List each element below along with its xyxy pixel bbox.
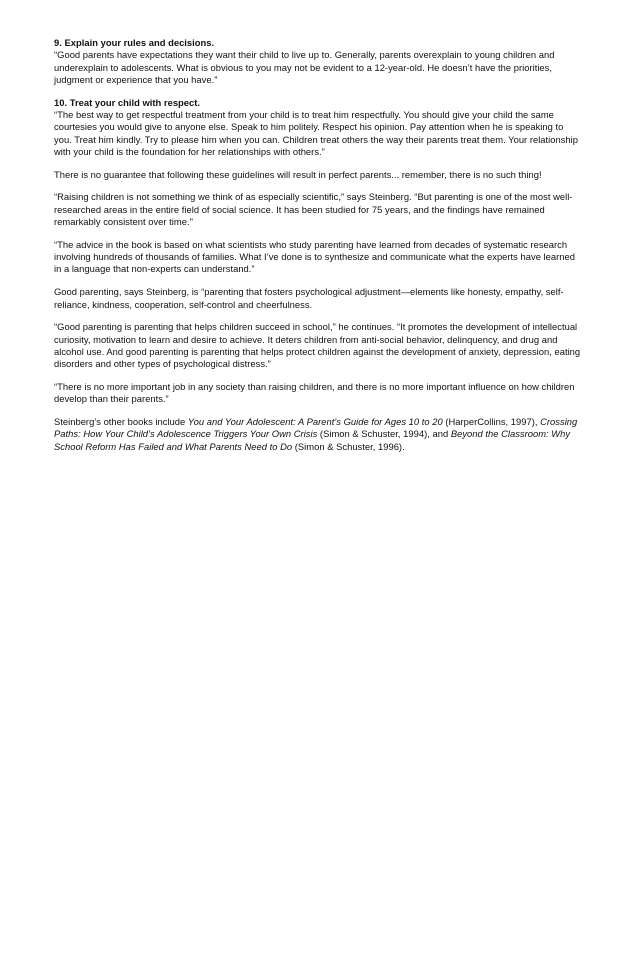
book-title-3: Beyond the Classroom: Why School Reform Has Failed and What Parents Need to Do — [54, 428, 571, 452]
book-title-2: Crossing Paths: How Your Child’s Adolescence Triggers Your Own Crisis — [54, 416, 578, 440]
section-10-text: “The best way to get respectful treatment from your child is to treat him respectfully. You should give your child the same courtesies you would give to anyone else. Speak to him politely. Respect his opinion. Pay attention when he is speaking to you. Treat him kindly. Try to please him when you can. Children treat others the way their parents treat them. Your relationship with your child is the foundation for her relationships with others.” — [54, 108, 579, 157]
paragraph-succeed-school: “Good parenting is parenting that helps children succeed in school,” he continues. “It promotes the development of intellectual curiosity, motivation to learn and desire to achieve. It deters children from anti-social behavior, delinquency, and drug and alcohol use. And good parenting is parenting that helps protect children against the development of anxiety, depression, eating disorders and other types of psychological distress.” — [54, 321, 581, 370]
paragraph-other-books — [54, 416, 582, 453]
paragraph-advice: “The advice in the book is based on what scientists who study parenting have learned from decades of systematic research involving hundreds of thousands of families. What I’ve done is to synthesize and communicate what the experts have learned in a language that non-experts can understand.” — [54, 238, 575, 275]
books-intro: Steinberg’s other books include — [54, 416, 188, 428]
book-title-1: You and Your Adolescent: A Parent’s Guide for Ages 10 to 20 — [187, 416, 443, 428]
paragraph-good-parenting: Good parenting, says Steinberg, is “parenting that fosters psychological adjustment—elements like honesty, empathy, self-reliance, kindness, cooperation, self-control and cheerfulness. — [54, 286, 564, 310]
book-publisher-1: (HarperCollins, 1997), — [442, 416, 541, 428]
book-publisher-3: (Simon & Schuster, 1996). — [292, 440, 405, 452]
book-publisher-2: (Simon & Schuster, 1994), and — [317, 428, 451, 440]
section-9-heading: 9. Explain your rules and decisions. — [54, 37, 215, 48]
section-10-heading: 10. Treat your child with respect. — [54, 96, 201, 108]
paragraph-raising-children: “Raising children is not something we think of as especially scientific,” says Steinberg. “But parenting is one of the most well-researched areas in the entire field of social science. It has been studied for 75 years, and the findings have remained remarkably consistent over time." — [54, 191, 573, 228]
paragraph-important-job: “There is no more important job in any society than raising children, and there is no more important influence on how children develop than their parents.” — [54, 381, 575, 405]
section-9 — [54, 37, 582, 86]
section-9-text: “Good parents have expectations they want their child to live up to. Generally, parents overexplain to young children and underexplain to adolescents. What is obvious to you may not be evident to a 12-year-old. He doesn’t have the priorities, judgment or experience that you have.” — [54, 49, 555, 85]
section-10 — [54, 97, 582, 158]
paragraph-no-guarantee: There is no guarantee that following these guidelines will result in perfect parents... remember, there is no such thing! — [54, 168, 542, 180]
document-body — [54, 37, 582, 464]
